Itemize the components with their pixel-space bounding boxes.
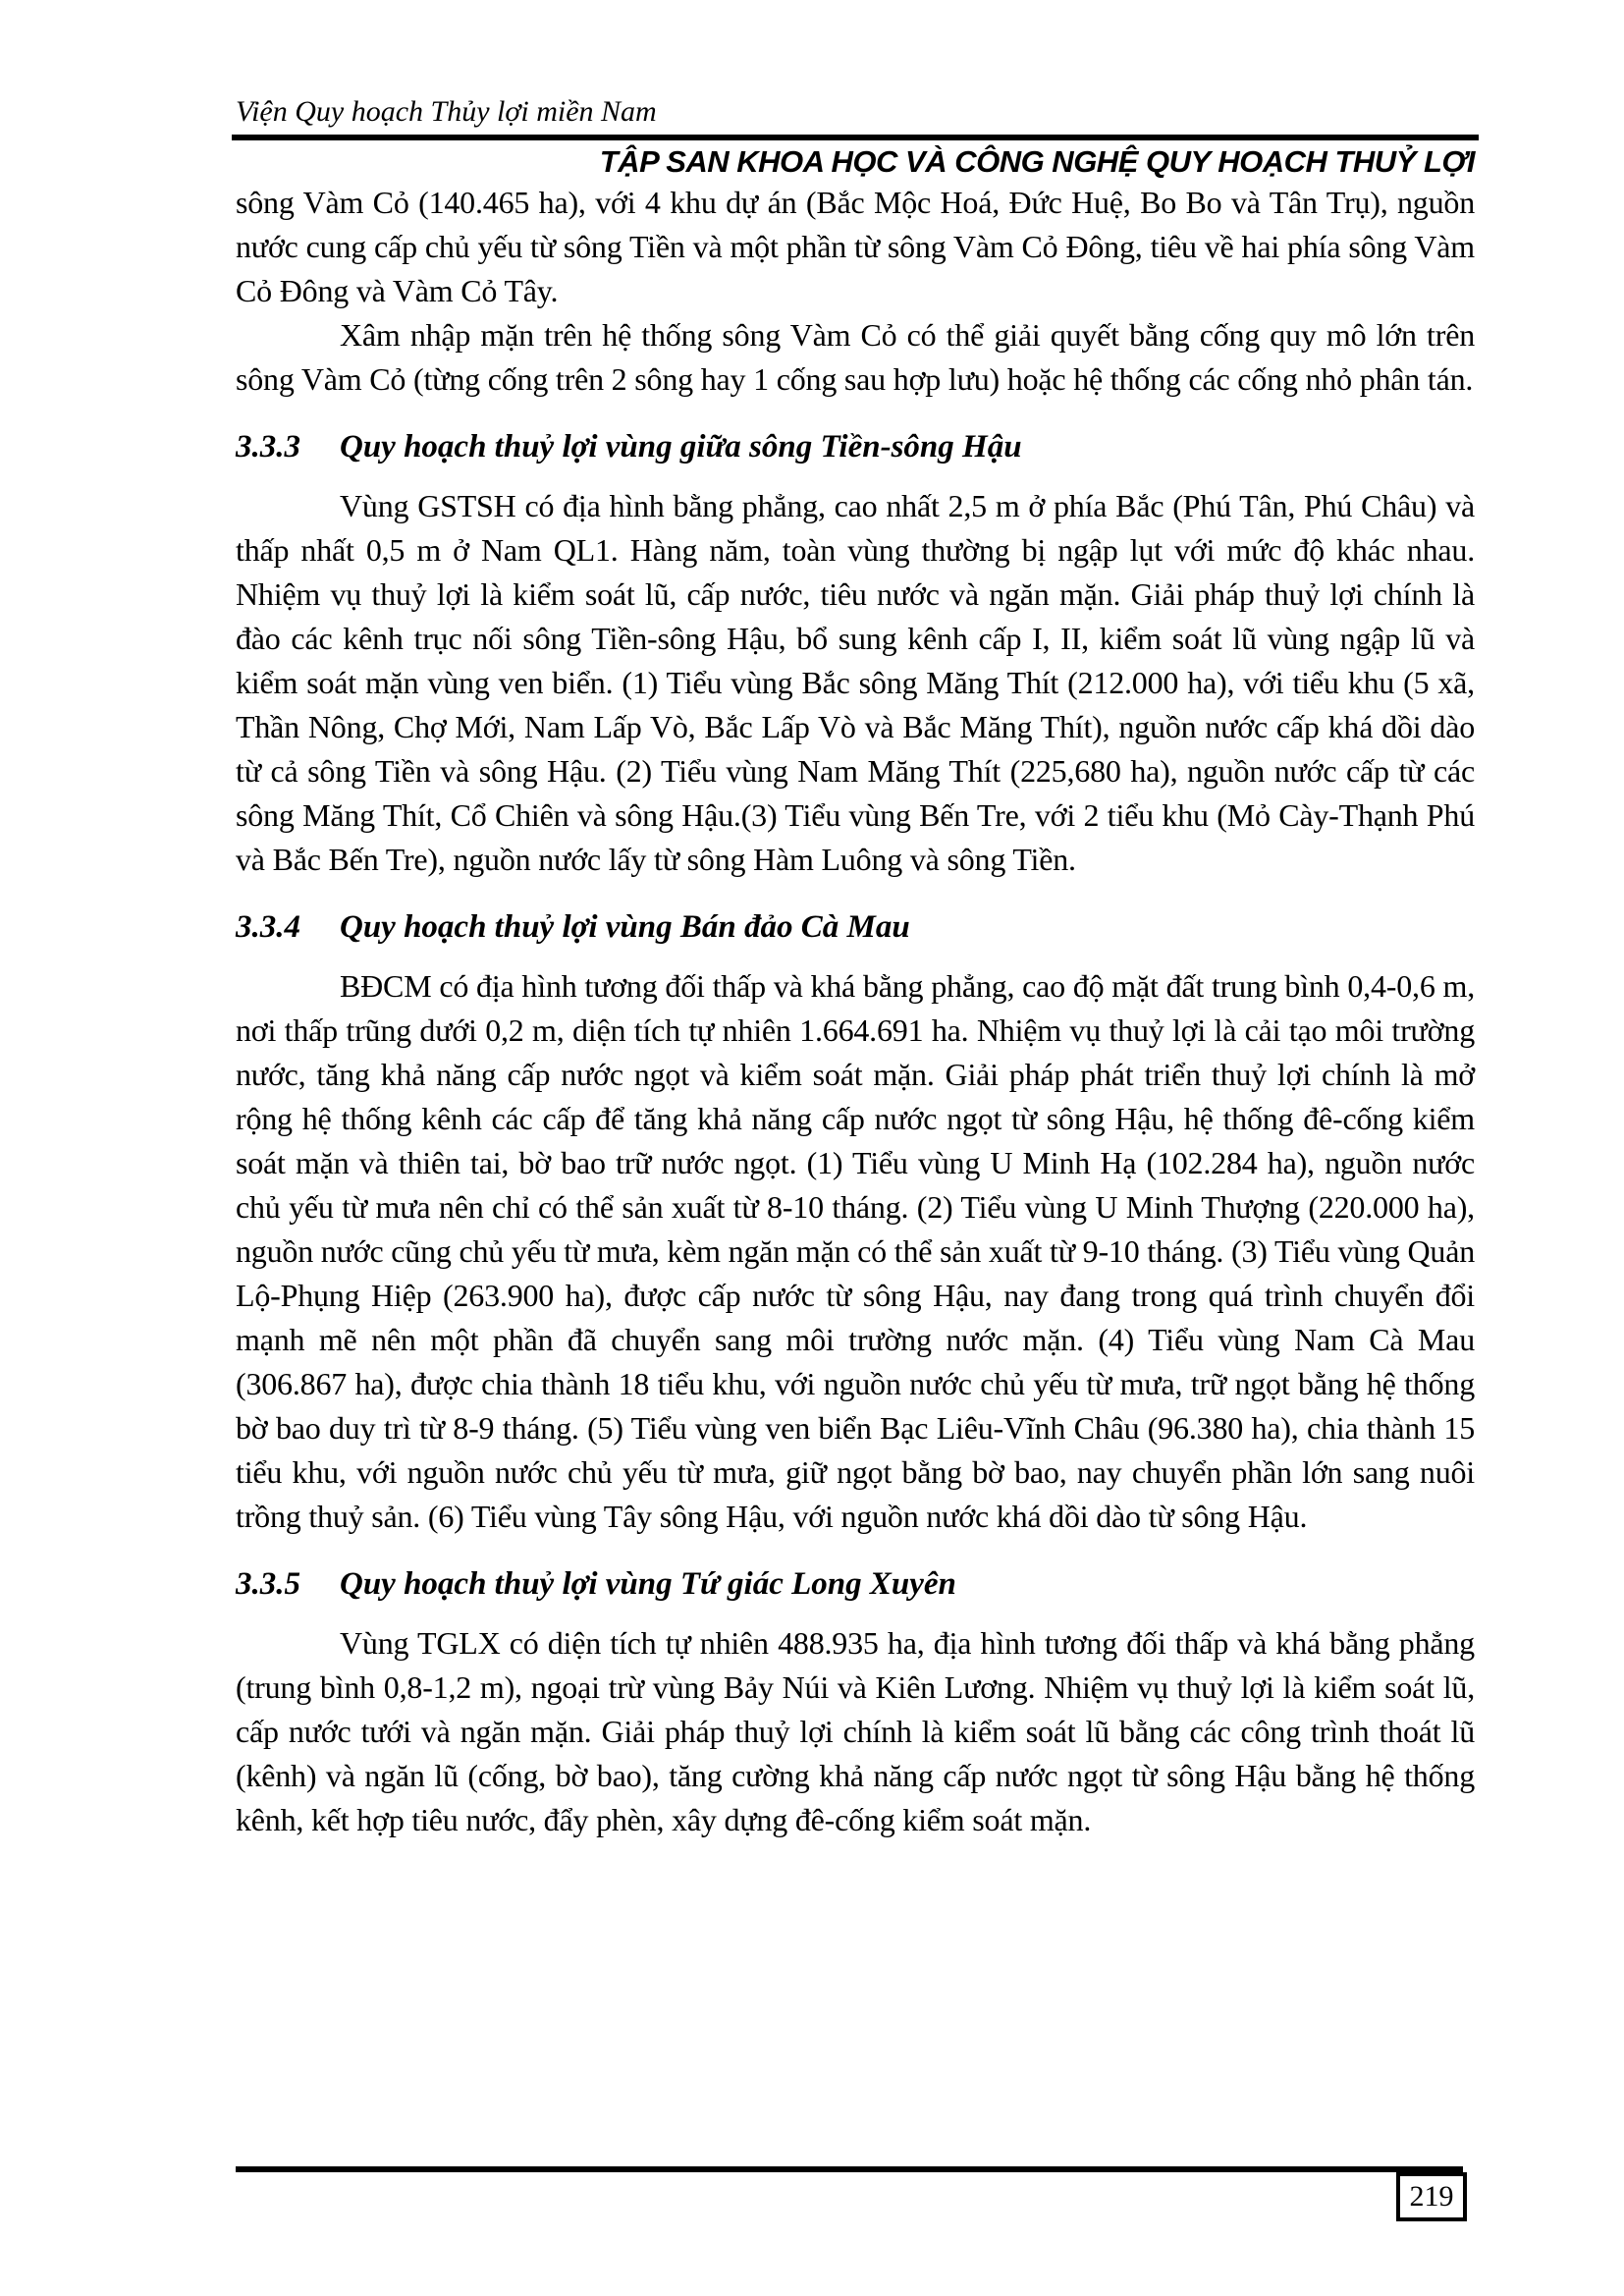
section-number: 3.3.3 — [236, 429, 300, 465]
running-head-institution: Viện Quy hoạch Thủy lợi miền Nam — [236, 95, 657, 128]
section-number: 3.3.4 — [236, 909, 300, 945]
section-title: Quy hoạch thuỷ lợi vùng giữa sông Tiền-sông Hậu — [340, 429, 1022, 465]
paragraph-xam-nhap-man: Xâm nhập mặn trên hệ thống sông Vàm Cỏ có thể giải quyết bằng cống quy mô lớn trên sông Vàm Cỏ (từng cống trên 2 sông hay 1 cống sau hợp lưu) hoặc hệ thống các cống nhỏ phân tán. — [236, 317, 1475, 397]
footer-rule — [236, 2166, 1463, 2172]
paragraph-vam-co-continuation: sông Vàm Cỏ (140.465 ha), với 4 khu dự án (Bắc Mộc Hoá, Đức Huệ, Bo Bo và Tân Trụ), nguồn nước cung cấp chủ yếu từ sông Tiền và một phần từ sông Vàm Cỏ Đông, tiêu về hai phía sông Vàm Cỏ Đông và Vàm Cỏ Tây. — [236, 185, 1475, 308]
paragraph-section-3-3-5: Vùng TGLX có diện tích tự nhiên 488.935 ha, địa hình tương đối thấp và khá bằng phẳng (trung bình 0,8-1,2 m), ngoại trừ vùng Bảy Núi và Kiên Lương. Nhiệm vụ thuỷ lợi là kiểm soát lũ, cấp nước tưới và ngăn mặn. Giải pháp thuỷ lợi chính là kiểm soát lũ bằng các công trình thoát lũ (kênh) và ngăn lũ (cống, bờ bao), tăng cường khả năng cấp nước ngọt từ sông Hậu bằng hệ thống kênh, kết hợp tiêu nước, đẩy phèn, xây dựng đê-cống kiểm soát mặn. — [236, 1625, 1475, 1837]
section-title: Quy hoạch thuỷ lợi vùng Bán đảo Cà Mau — [340, 909, 910, 945]
section-heading-3-3-5 — [236, 1564, 1475, 1604]
paragraph-section-3-3-3: Vùng GSTSH có địa hình bằng phẳng, cao nhất 2,5 m ở phía Bắc (Phú Tân, Phú Châu) và thấp nhất 0,5 m ở Nam QL1. Hàng năm, toàn vùng thường bị ngập lụt với mức độ khác nhau. Nhiệm vụ thuỷ lợi là kiểm soát lũ, cấp nước, tiêu nước và ngăn mặn. Giải pháp thuỷ lợi chính là đào các kênh trục nối sông Tiền-sông Hậu, bổ sung kênh cấp I, II, kiểm soát lũ vùng ngập lũ và kiểm soát mặn vùng ven biển. (1) Tiểu vùng Bắc sông Măng Thít (212.000 ha), với tiểu khu (5 xã, Thần Nông, Chợ Mới, Nam Lấp Vò, Bắc Lấp Vò và Bắc Măng Thít), nguồn nước cấp khá dồi dào từ cả sông Tiền và sông Hậu. (2) Tiểu vùng Nam Măng Thít (225,680 ha), nguồn nước cấp từ các sông Măng Thít, Cổ Chiên và sông Hậu.(3) Tiểu vùng Bến Tre, với 2 tiểu khu (Mỏ Cày-Thạnh Phú và Bắc Bến Tre), nguồn nước lấy từ sông Hàm Luông và sông Tiền. — [236, 488, 1475, 877]
section-title: Quy hoạch thuỷ lợi vùng Tứ giác Long Xuyên — [340, 1566, 956, 1602]
page-number: 219 — [1409, 2180, 1454, 2213]
section-heading-3-3-3 — [236, 427, 1475, 466]
journal-title: TẬP SAN KHOA HỌC VÀ CÔNG NGHỆ QUY HOẠCH THUỶ LỢI — [599, 144, 1475, 179]
paragraph-section-3-3-4: BĐCM có địa hình tương đối thấp và khá bằng phẳng, cao độ mặt đất trung bình 0,4-0,6 m, nơi thấp trũng dưới 0,2 m, diện tích tự nhiên 1.664.691 ha. Nhiệm vụ thuỷ lợi là cải tạo môi trường nước, tăng khả năng cấp nước ngọt và kiểm soát mặn. Giải pháp phát triển thuỷ lợi chính là mở rộng hệ thống kênh các cấp để tăng khả năng cấp nước ngọt từ sông Hậu, hệ thống đê-cống kiểm soát mặn và thiên tai, bờ bao trữ nước ngọt. (1) Tiểu vùng U Minh Hạ (102.284 ha), nguồn nước chủ yếu từ mưa nên chỉ có thể sản xuất từ 8-10 tháng. (2) Tiểu vùng U Minh Thượng (220.000 ha), nguồn nước cũng chủ yếu từ mưa, kèm ngăn mặn có thể sản xuất từ 9-10 tháng. (3) Tiểu vùng Quản Lộ-Phụng Hiệp (263.900 ha), được cấp nước từ sông Hậu, nay đang trong quá trình chuyển đổi mạnh mẽ nên một phần đã chuyển sang môi trường nước mặn. (4) Tiểu vùng Nam Cà Mau (306.867 ha), được chia thành 18 tiểu khu, với nguồn nước chủ yếu từ mưa, trữ ngọt bằng hệ thống bờ bao duy trì từ 8-9 tháng. (5) Tiểu vùng ven biển Bạc Liêu-Vĩnh Châu (96.380 ha), chia thành 15 tiểu khu, với nguồn nước chủ yếu từ mưa, giữ ngọt bằng bờ bao, nay chuyển phần lớn sang nuôi trồng thuỷ sản. (6) Tiểu vùng Tây sông Hậu, với nguồn nước khá dồi dào từ sông Hậu. — [236, 968, 1475, 1534]
body-text — [236, 181, 1475, 1842]
section-number: 3.3.5 — [236, 1566, 300, 1602]
header-rule — [232, 135, 1479, 140]
page-number-box — [1396, 2172, 1467, 2221]
section-heading-3-3-4 — [236, 907, 1475, 947]
content-column — [236, 0, 1475, 1842]
